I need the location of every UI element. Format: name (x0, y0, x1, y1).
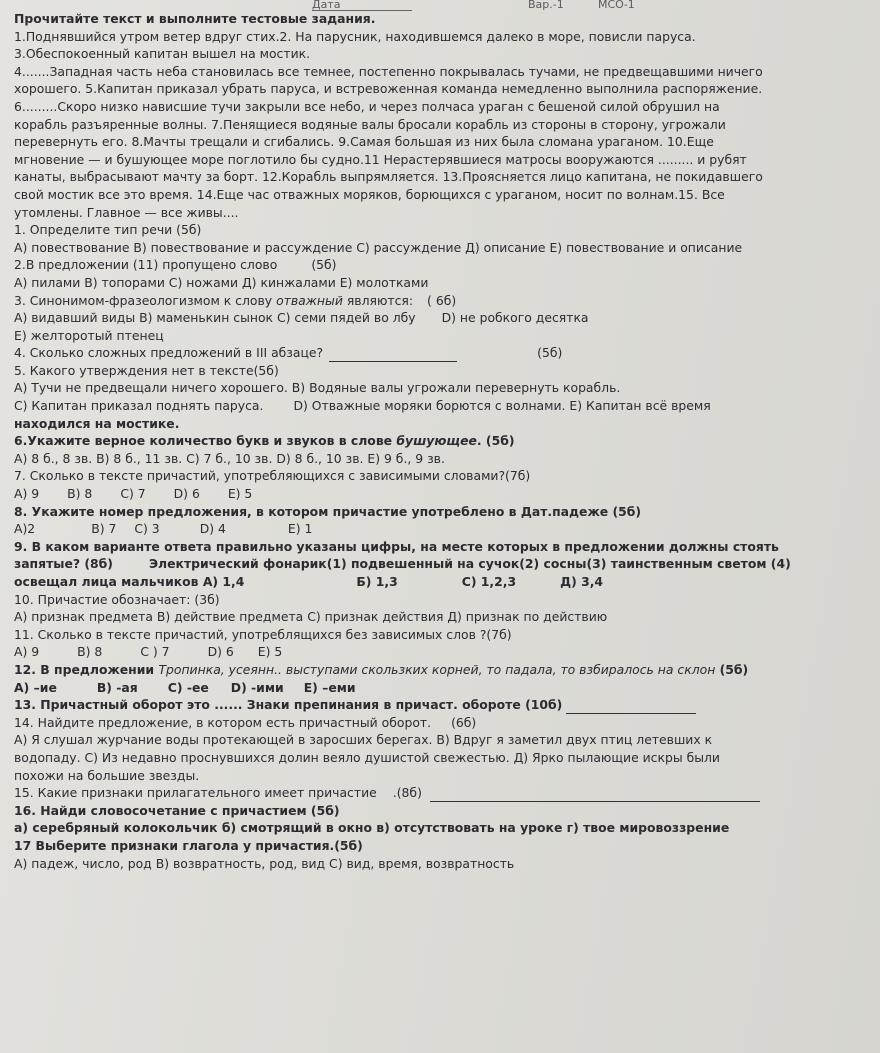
question-10-title: 10. Причастие обозначает: (3б) (14, 591, 220, 607)
question-14-line-2: водопаду. С) Из недавно проснувшихся долин веяло душистой свежестью. Д) Ярко пылающие искры были (14, 749, 720, 765)
text-line: корабль разъяренные волны. 7.Пенящиеся водяные валы бросали корабль из стороны в сторону, угрожали (14, 116, 726, 132)
question-13-text: 13. Причастный оборот это ...... Знаки препинания в причаст. обороте (10б) (14, 697, 563, 713)
question-12-text-a: 12. В предложении (14, 661, 159, 677)
text-line: утомлены. Главное — все живы.... (14, 204, 239, 220)
question-12-title (14, 661, 869, 679)
text-line: 4.......Западная часть неба становилась все темнее, постепенно покрывалась тучами, не предвещавшими ничего (14, 63, 763, 79)
question-3-options-a: А) видавший виды В) маменькин сынок С) семи пядей во лбу (14, 310, 416, 326)
question-15-title (14, 784, 869, 802)
text-line: мгновение — и бушующее море поглотило бы судно.11 Нерастерявшиеся матросы вооружаются ......... и рубят (14, 151, 747, 167)
question-5-line-1: А) Тучи не предвещали ничего хорошего. В) Водяные валы угрожали перевернуть корабль. (14, 380, 621, 396)
option: Е) –еми (303, 679, 356, 695)
question-11-options (14, 643, 869, 661)
question-7-options (14, 485, 869, 503)
question-4-title (14, 344, 869, 362)
option: А) –ие (14, 679, 57, 695)
text-line: перевернуть его. 8.Мачты трещали и сгибались. 9.Самая большая из них была сломана ураганом. 10.Еще (14, 134, 714, 150)
question-9-line-2a: запятые? (8б) (14, 556, 113, 572)
question-14-score: (6б) (451, 714, 477, 730)
option: С) 7 (120, 486, 146, 502)
question-8-title: 8. Укажите номер предложения, в котором причастие употреблено в Дат.падеже (5б) (14, 503, 642, 519)
question-8-options (14, 520, 869, 538)
question-2-score: (5б) (311, 257, 337, 273)
option: А) 9 (14, 644, 40, 660)
option: D) 6 (173, 486, 200, 502)
question-12-score: (5б) (715, 661, 749, 677)
text-line: хорошего. 5.Капитан приказал убрать паруса, и встревоженная команда немедленно выполнила распоряжение. (14, 81, 763, 97)
answer-blank[interactable] (430, 789, 760, 802)
option: D) 4 (199, 521, 226, 537)
question-6-word: бушующее (396, 433, 477, 449)
question-3-word: отважный (276, 292, 343, 308)
date-label: Дата (312, 0, 412, 11)
question-9-line-1: 9. В каком варианте ответа правильно указаны цифры, на месте которых в предложении должны стоять (14, 538, 779, 554)
question-9-line-2 (14, 555, 869, 573)
text-line: канаты, выбрасывают мачту за борт. 12.Корабль выпрямляется. 13.Проясняется лицо капитана, не покидавшего (14, 169, 763, 185)
option: Е) 1 (287, 521, 313, 537)
option: С) 3 (134, 521, 160, 537)
option: В) -ая (96, 679, 138, 695)
option: Е) 5 (227, 486, 253, 502)
answer-blank[interactable] (566, 701, 696, 714)
question-11-title: 11. Сколько в тексте причастий, употреблящихся без зависимых слов ?(7б) (14, 626, 512, 642)
option: Д) 3,4 (560, 574, 604, 589)
question-1-options: А) повествование В) повествование и рассуждение С) рассуждение Д) описание Е) повествование и описание (14, 239, 743, 255)
question-13-title (14, 696, 869, 714)
question-5-title: 5. Какого утверждения нет в тексте(5б) (14, 362, 279, 378)
option: D) 6 (207, 644, 234, 660)
question-14-line-1: А) Я слушал журчание воды протекающей в заросших берегах. В) Вдруг я заметил двух птиц летевших к (14, 732, 713, 748)
question-14-title (14, 714, 869, 732)
question-4-text: 4. Сколько сложных предложений в III абзаце? (14, 345, 324, 361)
code-label: МСО-1 (598, 0, 635, 11)
option: С ) 7 (140, 644, 170, 660)
content (14, 10, 869, 872)
question-3-options-b: D) не робкого десятка (441, 310, 589, 326)
option: А)2 (14, 521, 36, 537)
option: В) 7 (91, 521, 117, 537)
question-3-options-c: Е) желторотый птенец (14, 327, 164, 343)
question-9-line-2b: Электрический фонарик(1) подвешенный на сучок(2) сосны(3) таинственным светом (4) (148, 556, 791, 572)
option: В) 8 (77, 644, 103, 660)
question-14-text: 14. Найдите предложение, в котором есть причастный оборот. (14, 714, 432, 730)
question-5-line-2b: D) Отважные моряки борются с волнами. Е) Капитан всё время (293, 398, 711, 414)
question-16-options: а) серебряный колокольчик б) смотрящий в окно в) отсутствовать на уроке г) твое мировоззрение (14, 820, 730, 836)
question-10-options: А) признак предмета В) действие предмета С) признак действия Д) признак по действию (14, 609, 608, 625)
question-9-line-3 (14, 573, 869, 591)
option: С) -ее (167, 679, 209, 695)
question-5-line-2 (14, 397, 869, 415)
question-5-line-2a: С) Капитан приказал поднять паруса. (14, 398, 264, 414)
question-5-line-3: находился на мостике. (14, 415, 180, 431)
question-3-title (14, 292, 869, 310)
question-6-title (14, 432, 869, 450)
question-12-sentence: Тропинка, усеянн.. выступами скользких корней, то падала, то взбиралось на склон (158, 661, 716, 677)
option: С) 1,2,3 (461, 574, 517, 589)
variant-label: Вар.-1 (528, 0, 564, 11)
question-17-options: А) падеж, число, род В) возвратность, род, вид С) вид, время, возвратность (14, 855, 515, 871)
option: А) 9 (14, 486, 40, 502)
question-3-score: ( 6б) (427, 292, 457, 308)
question-2-options: А) пилами В) топорами С) ножами Д) кинжалами Е) молотками (14, 274, 429, 290)
option: Б) 1,3 (356, 574, 398, 589)
answer-blank[interactable] (329, 349, 457, 362)
text-line: 6.........Скоро низко нависшие тучи закрыли все небо, и через полчаса ураган с бешеной силой обрушил на (14, 98, 720, 114)
question-3-options (14, 309, 869, 327)
text-line: 1.Поднявшийся утром ветер вдруг стих.2. На парусник, находившемся далеко в море, повисли паруса. (14, 28, 696, 44)
question-2-text: 2.В предложении (11) пропущено слово (14, 257, 278, 273)
question-15-text: 15. Какие признаки прилагательного имеет причастие (14, 785, 377, 801)
question-17-title: 17 Выберите признаки глагола у причастия.(5б) (14, 837, 363, 853)
question-7-title: 7. Сколько в тексте причастий, употребляющихся с зависимыми словами?(7б) (14, 468, 531, 484)
question-4-score: (5б) (537, 345, 563, 361)
option: В) 8 (67, 486, 93, 502)
question-3-text-a: 3. Синонимом-фразеологизмом к слову (14, 292, 277, 308)
option: Е) 5 (257, 644, 283, 660)
page-title: Прочитайте текст и выполните тестовые задания. (14, 11, 376, 26)
question-3-text-b: являются: (342, 292, 414, 308)
question-15-score: .(8б) (392, 785, 422, 801)
question-16-title: 16. Найди словосочетание с причастием (5б) (14, 802, 340, 818)
option: D) -ими (230, 679, 284, 695)
question-14-line-3: похожи на большие звезды. (14, 767, 200, 783)
question-1-title: 1. Определите тип речи (5б) (14, 222, 202, 238)
question-6-text-a: 6.Укажите верное количество букв и звуков в слове (14, 433, 397, 449)
question-6-text-b: . (5б) (476, 433, 515, 449)
question-6-options: А) 8 б., 8 зв. В) 8 б., 11 зв. С) 7 б., 10 зв. D) 8 б., 10 зв. Е) 9 б., 9 зв. (14, 450, 445, 466)
text-line: 3.Обеспокоенный капитан вышел на мостик. (14, 46, 311, 62)
question-9-line-3a: освещал лица мальчиков А) 1,4 (14, 574, 245, 589)
question-12-options (14, 679, 869, 697)
question-2-title (14, 256, 869, 274)
text-line: свой мостик все это время. 14.Еще час отважных моряков, борющихся с ураганом, носит по волнам.15. Все (14, 186, 725, 202)
